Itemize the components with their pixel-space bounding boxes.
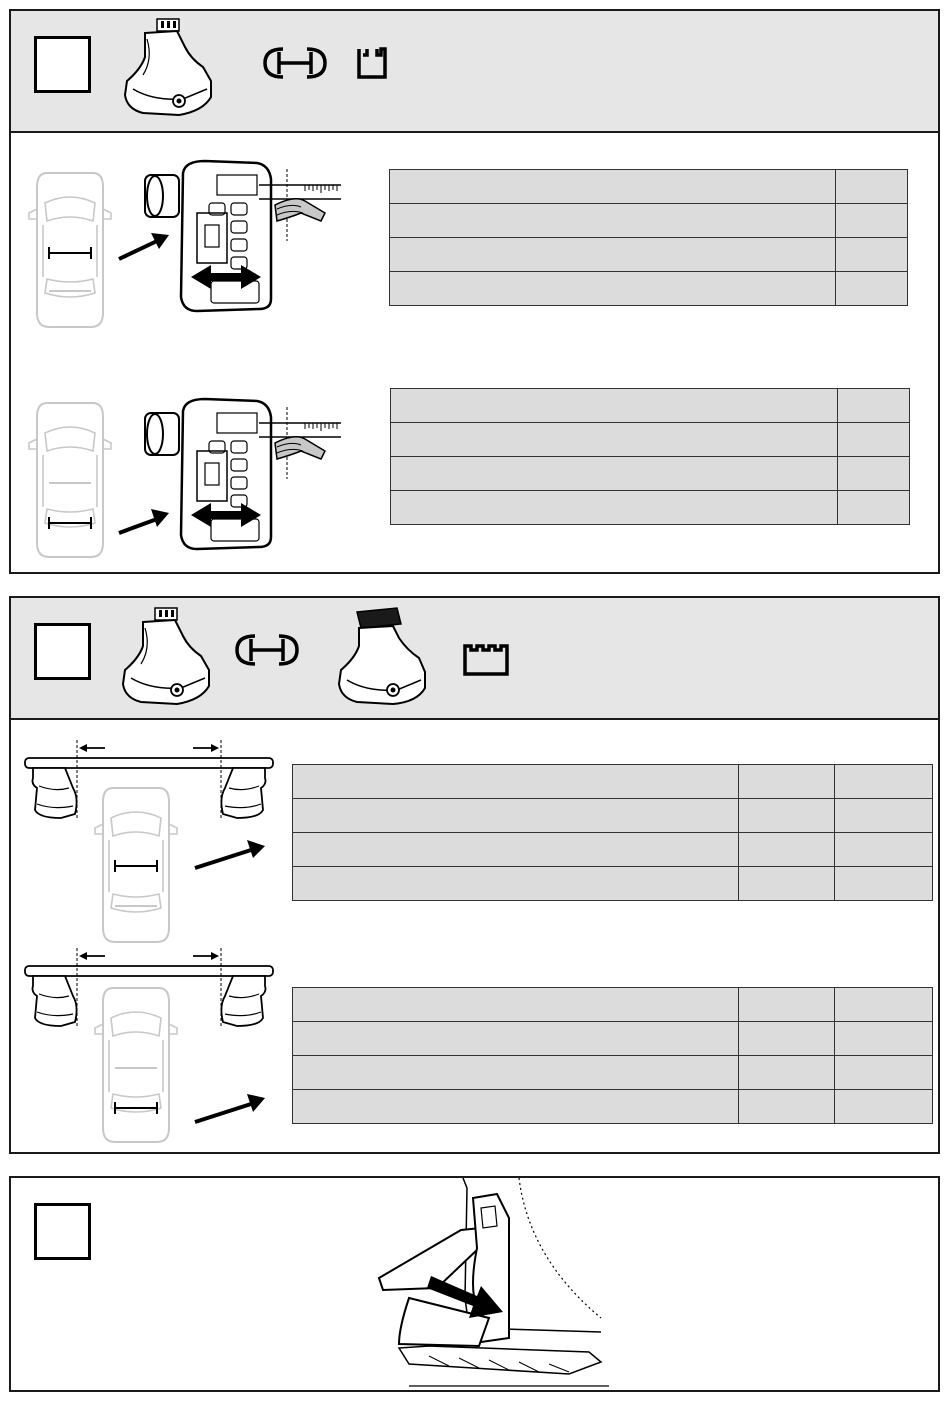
car-top-view-rear-bar [101, 988, 181, 1148]
step-number-box [34, 1203, 91, 1260]
table-row [390, 238, 908, 272]
panel-header [11, 11, 938, 133]
table-row [293, 833, 933, 867]
table-row [293, 1022, 933, 1056]
table-row [391, 457, 910, 491]
spec-table-rear [390, 388, 910, 525]
clamp-symbol-icon [265, 49, 327, 79]
rail-bracket-icon [461, 642, 511, 678]
foot-bracket-scale-illustration [145, 161, 355, 321]
step-panel-1 [9, 9, 940, 574]
foot-mounting-arrow-icon [369, 1178, 609, 1390]
foot-bracket-scale-illustration [145, 399, 355, 559]
step-number-box [34, 623, 91, 680]
table-row [390, 170, 908, 204]
table-row [390, 272, 908, 306]
pointer-arrow [191, 838, 271, 878]
step-number-box [34, 36, 91, 93]
table-row [391, 389, 910, 423]
spec-table-front [292, 764, 933, 901]
table-row [293, 765, 933, 799]
roof-foot-icon [123, 19, 223, 125]
pointer-arrow [191, 1094, 271, 1134]
table-row [390, 204, 908, 238]
table-row [293, 1056, 933, 1090]
table-row [293, 988, 933, 1022]
rail-bracket-icon [353, 45, 393, 81]
roof-foot-with-cover-icon [337, 604, 437, 714]
spec-table-rear [292, 987, 933, 1124]
car-top-view-rear-bar [35, 403, 115, 563]
spec-table-front [389, 169, 908, 306]
table-row [391, 423, 910, 457]
clamp-symbol-icon [237, 636, 299, 666]
car-top-view-front-bar [101, 788, 181, 948]
table-row [293, 867, 933, 901]
car-top-view-front-bar [35, 173, 115, 333]
step-panel-2 [9, 596, 940, 1154]
table-row [293, 1090, 933, 1124]
step-panel-3 [9, 1176, 940, 1392]
table-row [293, 799, 933, 833]
panel-header [11, 598, 938, 720]
table-row [391, 491, 910, 525]
roof-foot-icon [121, 608, 221, 714]
